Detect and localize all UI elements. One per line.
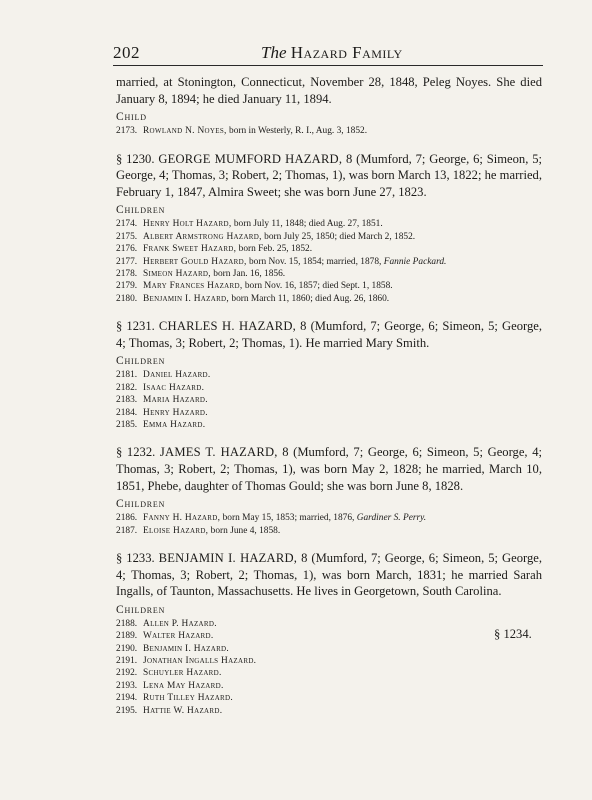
child-name: Jonathan Ingalls Hazard. [143,656,257,667]
child-name: Fanny H. Hazard, [143,513,221,524]
child-detail: born July 25, 1850; died March 2, 1852. [261,231,416,242]
child-name: Benjamin I. Hazard. [143,643,230,654]
catchword: § 1234. [494,627,532,641]
entries [116,151,542,717]
child-detail: born July 11, 1848; died Aug. 27, 1851. [231,219,383,230]
child-entry [116,618,542,630]
entry-paragraph [116,151,542,201]
child-number: 2188. [116,618,138,629]
running-title [261,43,403,63]
child-number: 2184. [116,407,138,418]
children-list [116,369,542,431]
child-name: Benjamin I. Hazard, [143,293,230,304]
running-title-family: Hazard Family [290,43,403,62]
person-name: JAMES T. HAZARD, [159,445,278,460]
child-number: 2186. [116,513,138,524]
children-label: Children [116,355,166,368]
child-entry [116,243,542,255]
child-name: Mary Frances Hazard, [143,281,243,292]
child-entry [116,643,542,655]
child-detail: born in Westerly, R. I., Aug. 3, 1852. [226,126,368,137]
child-detail: born Jan. 16, 1856. [210,269,286,279]
child-name: Henry Hazard. [143,407,208,418]
child-number: 2194. [116,693,138,704]
child-number: 2178. [116,269,138,279]
children-label: Child [116,111,147,124]
children-label: Children [116,204,166,217]
child-name: Simeon Hazard, [143,269,211,279]
child-number: 2190. [116,643,138,654]
child-spouse: Fannie Packard. [383,256,447,267]
child-name: Lena May Hazard. [143,680,224,691]
child-number: 2177. [116,256,138,267]
entry-paragraph [116,318,542,351]
child-detail: born Feb. 25, 1852. [236,244,313,255]
child-entry [116,525,542,537]
child-number: 2179. [116,281,138,292]
child-entry [116,512,542,524]
child-detail: born May 15, 1853; married, 1876, [220,513,357,524]
children-list [116,218,542,305]
child-entry [116,630,542,642]
child-entry [116,655,542,667]
children-label: Children [116,603,166,616]
person-name: BENJAMIN I. HAZARD, [158,551,298,566]
child-entry [116,705,542,717]
child-entry [116,218,542,230]
person-name: GEORGE MUMFORD HAZARD, [158,151,343,166]
child-number: 2195. [116,705,138,716]
child-entry [116,394,542,406]
child-entry [116,256,542,268]
entry-text: 8 (Mumford, 7; George, 6; Simeon, 5; George, 4; Thomas, 3; Robert, 2; Thomas, 1), was born March, 1831; he married Sarah Ingalls, of Taunton, Massachusetts. He lives in Georgetown, South Carolina. [116,551,542,599]
child-spouse: Gardiner S. Perry. [356,513,427,524]
child-name: Henry Holt Hazard, [143,219,232,230]
child-name: Herbert Gould Hazard, [143,256,247,267]
child-number: 2175. [116,231,138,242]
child-number: 2182. [116,382,138,393]
intro-paragraph: married, at Stonington, Connecticut, November 28, 1848, Peleg Noyes. She died January 8, 1894; he died January 11, 1894. [116,75,542,106]
child-entry [116,680,542,692]
child-number: 2187. [116,525,138,536]
child-entry [116,369,542,381]
child-detail: born March 11, 1860; died Aug. 26, 1860. [229,293,390,304]
section-number: § 1230. [116,151,155,166]
child-entry [116,419,542,431]
entry-paragraph [116,550,542,600]
section-number: § 1232. [116,445,156,460]
children-list [116,125,542,137]
child-number: 2173. [116,126,138,137]
child-number: 2189. [116,631,138,642]
child-entry [116,407,542,419]
child-entry [116,692,542,704]
genealogy-entry [116,444,542,537]
child-entry [116,268,542,280]
running-header [113,43,543,66]
child-number: 2176. [116,244,138,255]
entry-text: 8 (Mumford, 7; George, 6; Simeon, 5; George, 4; Thomas, 3; Robert, 2; Thomas, 1). He married Mary Smith. [116,319,543,350]
entry-paragraph [116,444,542,494]
running-title-the: The [261,43,287,62]
section-number: § 1231. [116,319,155,334]
child-name: Maria Hazard. [143,395,208,406]
child-number: 2180. [116,293,138,304]
children-label: Children [116,498,166,511]
child-name: Albert Armstrong Hazard, [143,231,262,242]
child-detail: born June 4, 1858. [208,525,281,536]
child-name: Rowland N. Noyes, [143,126,227,137]
child-name: Eloise Hazard, [143,525,209,536]
entry-text: 8 (Mumford, 7; George, 6; Simeon, 5; George, 4; Thomas, 3; Robert, 2; Thomas, 1), was born May 2, 1828; he married, March 10, 1851, Phebe, daughter of Thomas Gould; she was born June 8, 1828. [116,445,543,493]
child-entry [116,667,542,679]
child-number: 2193. [116,680,138,691]
child-number: 2174. [116,219,138,230]
child-entry [116,231,542,243]
section-number: § 1233. [116,551,155,566]
child-name: Allen P. Hazard. [143,618,217,629]
child-number: 2181. [116,370,138,381]
child-name: Isaac Hazard. [143,382,205,393]
child-number: 2185. [116,420,138,431]
child-detail: born Nov. 15, 1854; married, 1878, [246,256,384,267]
entry-text: 8 (Mumford, 7; George, 6; Simeon, 5; George, 4; Thomas, 3; Robert, 2; Thomas, 1), was born March 13, 1822; he married, February 1, 1847, Almira Sweet; she was born June 27, 1823. [116,151,542,199]
child-detail: born Nov. 16, 1857; died Sept. 1, 1858. [242,281,393,292]
child-name: Frank Sweet Hazard, [143,244,237,255]
child-number: 2192. [116,668,138,679]
genealogy-entry [116,151,542,306]
children-list [116,618,542,717]
child-number: 2191. [116,656,138,667]
child-name: Emma Hazard. [143,420,206,431]
child-name: Ruth Tilley Hazard. [143,693,234,704]
child-entry [116,382,542,394]
children-list [116,512,542,537]
child-entry [116,125,542,137]
child-number: 2183. [116,395,138,406]
genealogy-entry [116,318,542,431]
child-entry [116,280,542,292]
child-entry [116,293,542,305]
child-name: Schuyler Hazard. [143,668,222,679]
page-body [116,74,542,717]
genealogy-entry [116,550,542,717]
person-name: CHARLES H. HAZARD, [158,319,297,334]
child-name: Walter Hazard. [143,631,214,642]
child-name: Hattie W. Hazard. [143,705,223,716]
page-number: 202 [113,43,140,62]
child-name: Daniel Hazard. [143,370,211,381]
